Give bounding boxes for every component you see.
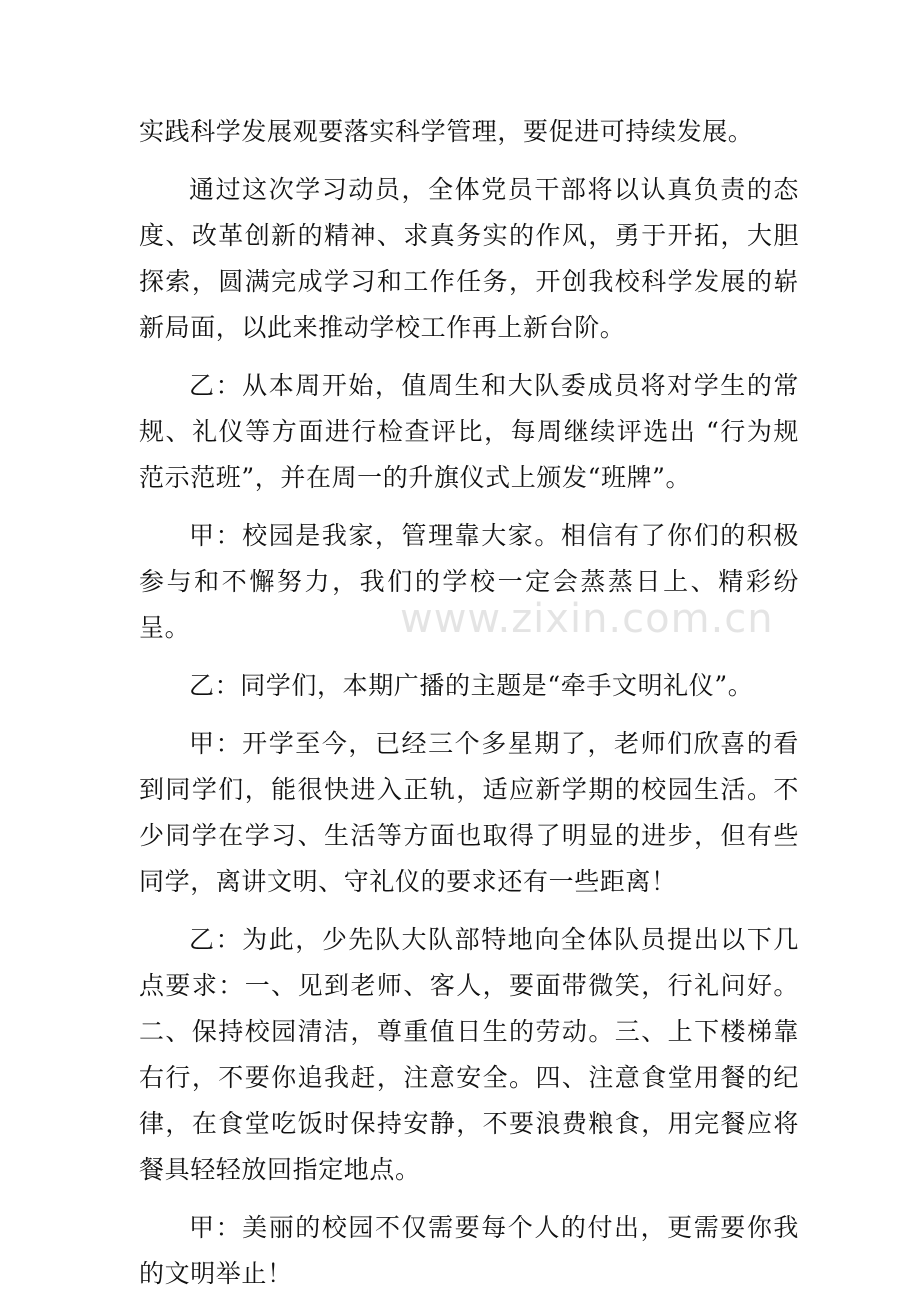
- watermark: www.zixin.com.cn: [400, 596, 774, 642]
- paragraph-3: 乙：从本周开始，值周生和大队委成员将对学生的常规、礼仪等方面进行检查评比，每周继续评选出 “行为规范示范班”，并在周一的升旗仪式上颁发“班牌”。: [139, 371, 799, 492]
- paragraph-7: 乙：为此，少先队大队部特地向全体队员提出以下几点要求：一、见到老师、客人，要面带微笑，行礼问好。二、保持校园清洁，尊重值日生的劳动。三、上下楼梯靠右行，不要你追我赶，注意安全。四、注意食堂用餐的纪律，在食堂吃饭时保持安静，不要浪费粮食，用完餐应将餐具轻轻放回指定地点。: [139, 925, 799, 1184]
- paragraph-1: 实践科学发展观要落实科学管理，要促进可持续发展。: [139, 117, 754, 146]
- paragraph-5: 乙：同学们，本期广播的主题是“牵手文明礼仪”。: [189, 671, 754, 700]
- paragraph-2: 通过这次学习动员，全体党员干部将以认真负责的态度、改革创新的精神、求真务实的作风，勇于开拓，大胆探索，圆满完成学习和工作任务，开创我校科学发展的崭新局面，以此来推动学校工作再上新台阶。: [139, 175, 799, 342]
- paragraph-6: 甲：开学至今，已经三个多星期了，老师们欣喜的看到同学们，能很快进入正轨，适应新学期的校园生活。不少同学在学习、生活等方面也取得了明显的进步，但有些同学，离讲文明、守礼仪的要求还有一些距离！: [139, 729, 799, 896]
- paragraph-4: 甲：校园是我家，管理靠大家。相信有了你们的积极参与和不懈努力，我们的学校一定会蒸蒸日上、精彩纷呈。: [139, 521, 799, 642]
- document-body: [139, 109, 799, 1309]
- paragraph-8: 甲：美丽的校园不仅需要每个人的付出，更需要你我的文明举止！: [139, 1213, 799, 1288]
